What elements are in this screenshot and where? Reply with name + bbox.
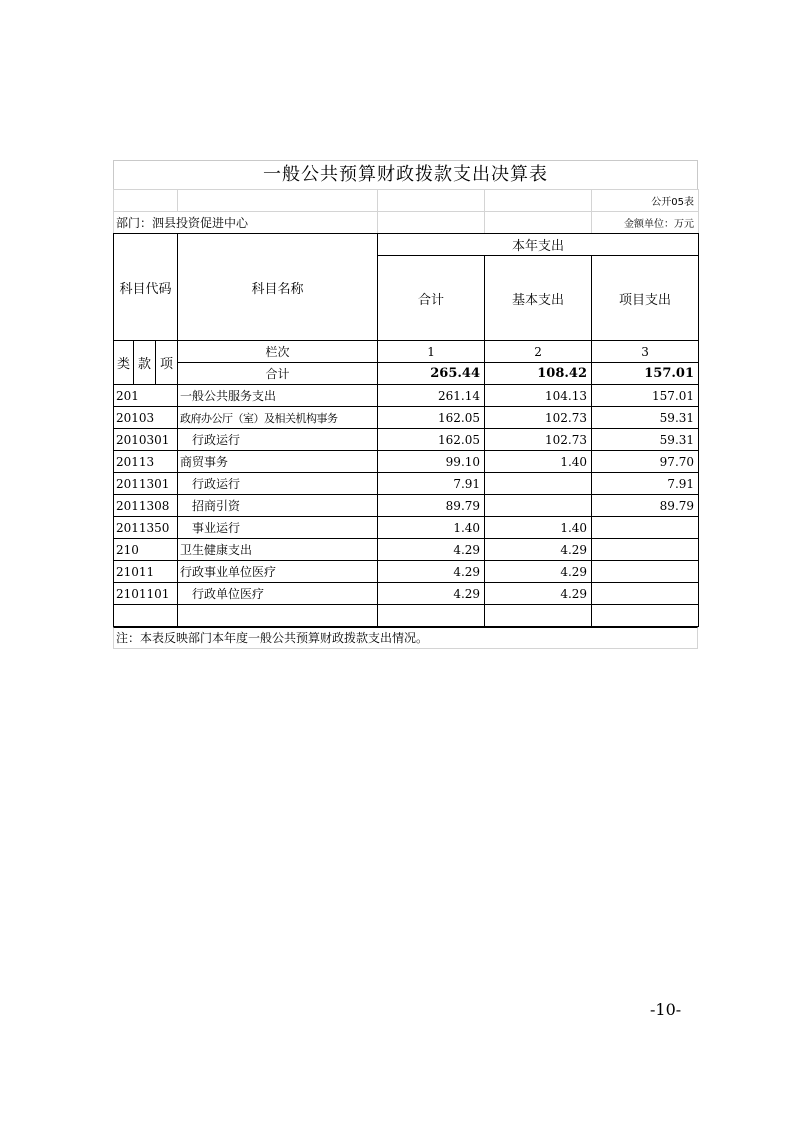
row-project — [592, 539, 699, 561]
row-name: 行政运行 — [178, 473, 378, 495]
row-basic: 104.13 — [485, 385, 592, 407]
table-row — [114, 385, 699, 407]
page-number: -10- — [650, 1000, 682, 1019]
department-label: 部门：泗县投资促进中心 — [114, 212, 378, 234]
row-code: 20103 — [114, 407, 178, 429]
row-basic: 102.73 — [485, 407, 592, 429]
row-name: 事业运行 — [178, 517, 378, 539]
row-name: 招商引资 — [178, 495, 378, 517]
row-project: 7.91 — [592, 473, 699, 495]
row-name: 行政单位医疗 — [178, 583, 378, 605]
table-row — [114, 539, 699, 561]
table-row — [114, 451, 699, 473]
row-basic: 4.29 — [485, 583, 592, 605]
row-basic — [485, 495, 592, 517]
table-row — [114, 495, 699, 517]
row-total: 162.05 — [378, 429, 485, 451]
row-name: 卫生健康支出 — [178, 539, 378, 561]
row-project: 59.31 — [592, 407, 699, 429]
row-name: 商贸事务 — [178, 451, 378, 473]
header-total: 合计 — [378, 256, 485, 341]
row-code: 201 — [114, 385, 178, 407]
header-lanci: 栏次 — [178, 341, 378, 363]
table-row — [114, 407, 699, 429]
table-row — [114, 473, 699, 495]
row-code: 2010301 — [114, 429, 178, 451]
table-title: 一般公共预算财政拨款支出决算表 — [113, 160, 698, 189]
header-code: 科目代码 — [114, 234, 178, 341]
col-index-1: 1 — [378, 341, 485, 363]
header-project: 项目支出 — [592, 256, 699, 341]
row-name: 一般公共服务支出 — [178, 385, 378, 407]
row-basic: 1.40 — [485, 451, 592, 473]
row-total: 4.29 — [378, 583, 485, 605]
header-name: 科目名称 — [178, 234, 378, 341]
row-basic — [485, 473, 592, 495]
expenditure-table — [113, 189, 699, 627]
header-xiang: 项 — [156, 341, 178, 385]
table-row — [114, 429, 699, 451]
table-row — [114, 561, 699, 583]
header-this-year: 本年支出 — [378, 234, 699, 256]
row-code: 2011301 — [114, 473, 178, 495]
row-total: 162.05 — [378, 407, 485, 429]
row-project — [592, 583, 699, 605]
row-project: 59.31 — [592, 429, 699, 451]
row-basic: 1.40 — [485, 517, 592, 539]
row-total: 4.29 — [378, 539, 485, 561]
form-number: 公开05表 — [592, 190, 699, 212]
unit-label: 金额单位：万元 — [592, 212, 699, 234]
table-note: 注：本表反映部门本年度一般公共预算财政拨款支出情况。 — [113, 627, 698, 649]
row-project — [592, 517, 699, 539]
row-project: 89.79 — [592, 495, 699, 517]
row-total: 89.79 — [378, 495, 485, 517]
row-total: 261.14 — [378, 385, 485, 407]
total-basic: 108.42 — [485, 363, 592, 385]
row-code: 21011 — [114, 561, 178, 583]
row-basic: 4.29 — [485, 561, 592, 583]
row-code: 2101101 — [114, 583, 178, 605]
col-index-3: 3 — [592, 341, 699, 363]
total-label: 合计 — [178, 363, 378, 385]
total-project: 157.01 — [592, 363, 699, 385]
header-kuan: 款 — [134, 341, 156, 385]
row-code: 210 — [114, 539, 178, 561]
row-project — [592, 561, 699, 583]
row-total: 99.10 — [378, 451, 485, 473]
row-basic: 102.73 — [485, 429, 592, 451]
row-total: 1.40 — [378, 517, 485, 539]
row-total: 4.29 — [378, 561, 485, 583]
row-name: 政府办公厅（室）及相关机构事务 — [178, 407, 378, 429]
row-code: 2011350 — [114, 517, 178, 539]
row-name: 行政事业单位医疗 — [178, 561, 378, 583]
col-index-2: 2 — [485, 341, 592, 363]
budget-sheet — [113, 160, 698, 649]
table-row — [114, 583, 699, 605]
header-lei: 类 — [114, 341, 134, 385]
total-total: 265.44 — [378, 363, 485, 385]
table-row-empty — [114, 605, 699, 627]
row-basic: 4.29 — [485, 539, 592, 561]
total-row — [114, 363, 699, 385]
row-project: 157.01 — [592, 385, 699, 407]
table-row — [114, 517, 699, 539]
header-basic: 基本支出 — [485, 256, 592, 341]
row-code: 2011308 — [114, 495, 178, 517]
row-project: 97.70 — [592, 451, 699, 473]
row-code: 20113 — [114, 451, 178, 473]
row-name: 行政运行 — [178, 429, 378, 451]
row-total: 7.91 — [378, 473, 485, 495]
